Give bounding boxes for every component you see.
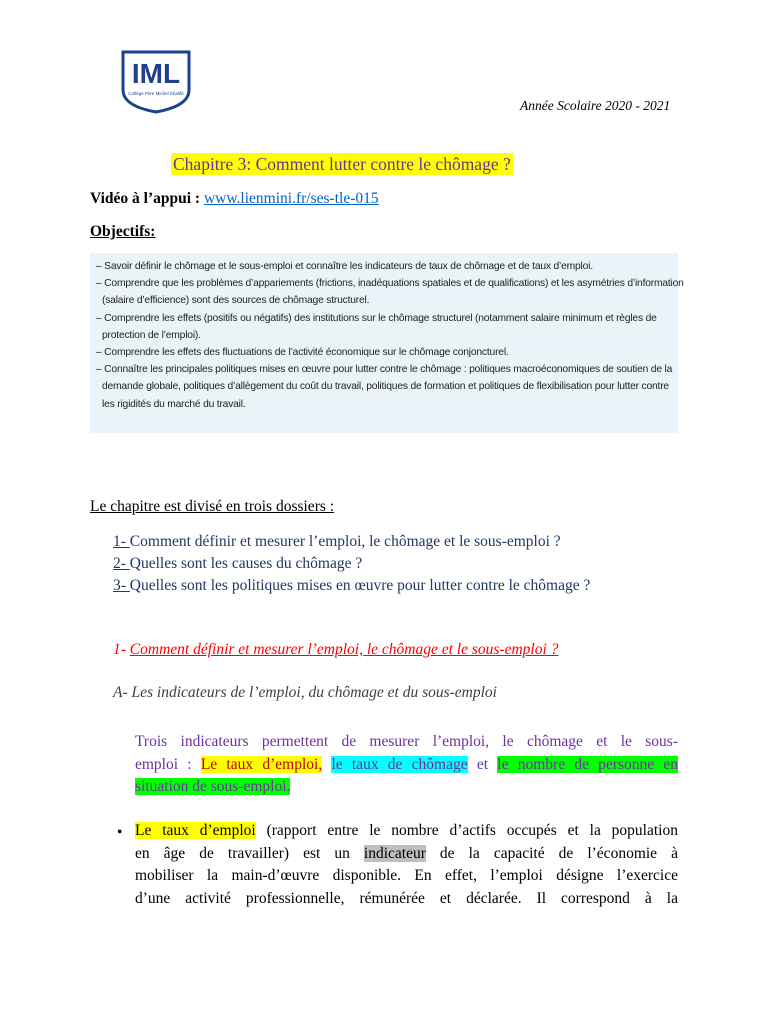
objectif-line: – Comprendre les effets des fluctuations de l’activité économique sur le chômage conjoncturel. [96,347,509,359]
school-logo [117,50,195,114]
chapter-title: Chapitre 3: Comment lutter contre le chômage ? [173,154,511,174]
svg-text:Collège Père Michel Khalifé: Collège Père Michel Khalifé [128,91,184,96]
section-title [113,641,558,659]
bullet-text: (rapport entre le nombre d’actifs occupés et la population [255,822,678,839]
dossier-number: 2- [113,555,130,572]
objectifs-box [90,253,684,433]
video-link[interactable]: www.lienmini.fr/ses-tle-015 [203,190,379,207]
video-label: Vidéo à l’appui : [90,190,204,207]
bullet-text: de la capacité de l’économie à [425,844,678,862]
highlight-sous-emploi: le nombre de personne en [497,755,679,773]
bullet-icon: • [117,824,123,841]
dossier-item [113,555,362,573]
dossier-text: Quelles sont les causes du chômage ? [129,555,363,572]
highlight-taux-chomage: le taux de chômage [331,755,468,773]
intro-line [135,776,678,799]
bullet-line [135,820,678,843]
bullet-line [135,843,678,866]
bullet-line: mobiliser la main-d’œuvre disponible. En effet, l’emploi désigne l’exercice [135,867,678,884]
objectif-line: demande globale, politiques d’allègement du coût du travail, politiques de formation et politiques de flexibilisation pour lutter contre [102,381,669,393]
highlight-indicateur: indicateur [363,844,426,862]
objectif-line: – Connaître les principales politiques mises en œuvre pour lutter contre le chômage : politiques macroéconomiques de soutien de la [96,364,673,376]
term-taux-emploi: Le taux d’emploi [135,822,256,839]
dossier-item [113,577,590,595]
highlight-taux-emploi: Le taux d’emploi, [200,755,323,773]
objectif-line: – Comprendre les effets (positifs ou négatifs) des institutions sur le chômage structurel (notamment salaire minimum et règles de [96,312,657,324]
intro-line [135,754,678,777]
subsection-title: A- Les indicateurs de l’emploi, du chômage et du sous-emploi [113,684,497,701]
dossier-number: 1- [113,533,130,550]
objectif-line: (salaire d’efficience) sont des sources de chômage structurel. [102,295,370,307]
dossiers-heading: Le chapitre est divisé en trois dossiers : [90,498,335,515]
svg-text:IML: IML [131,58,181,89]
video-line [90,190,379,208]
dossier-item [113,533,561,551]
intro-prefix: emploi : [135,755,201,773]
school-year: Année Scolaire 2020 - 2021 [520,98,671,113]
objectif-line: – Comprendre que les problèmes d’appariements (frictions, inadéquations spatiales et de qualifications) et les asymétries d’information [96,278,684,290]
objectif-line: les rigidités du marché du travail. [102,398,246,410]
objectif-line: protection de l’emploi). [102,329,201,341]
dossier-number: 3- [113,577,130,594]
intro-connector: et [467,755,498,773]
bullet-paragraph [135,820,678,910]
section-title-text: Comment définir et mesurer l’emploi, le chômage et le sous-emploi ? [129,641,559,658]
objectif-line: – Savoir définir le chômage et le sous-emploi et connaître les indicateurs de taux de chômage et de taux d’emploi. [96,261,593,272]
intro-line: Trois indicateurs permettent de mesurer l’emploi, le chômage et le sous- [135,733,678,750]
highlight-sous-emploi-cont: situation de sous-emploi. [135,778,291,795]
section-number: 1- [113,641,130,658]
bullet-text: en âge de travailler) est un [135,844,364,862]
dossier-text: Comment définir et mesurer l’emploi, le chômage et le sous-emploi ? [129,533,561,550]
intro-paragraph [135,731,678,799]
objectifs-heading: Objectifs: [90,223,156,240]
dossier-text: Quelles sont les politiques mises en œuvre pour lutter contre le chômage ? [129,577,591,594]
bullet-line: d’une activité professionnelle, rémunérée et déclarée. Il correspond à la [135,889,678,907]
